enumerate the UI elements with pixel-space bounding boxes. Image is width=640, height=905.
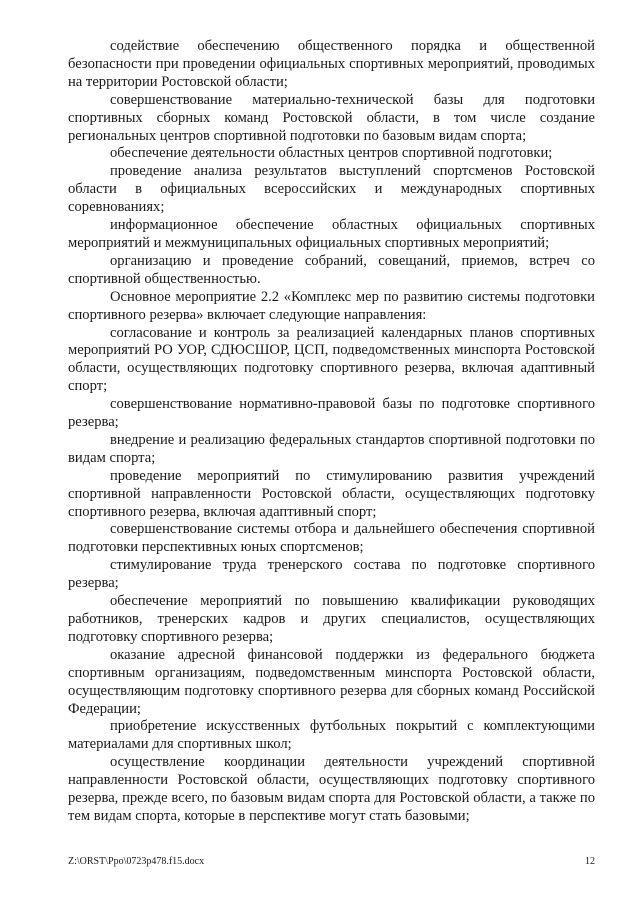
- paragraph: совершенствование системы отбора и дальнейшего обеспечения спортивной подготовки перспективных юных спортсменов;: [68, 521, 595, 556]
- paragraph: приобретение искусственных футбольных покрытий с комплектующими материалами для спортивных школ;: [68, 718, 595, 753]
- paragraph: осуществление координации деятельности учреждений спортивной направленности Ростовской области, осуществляющих подготовку спортивного резерва, прежде всего, по базовым видам спорта для Ростовской области, а также по тем видам спорта, которые в перспективе могут стать базовыми;: [68, 754, 595, 824]
- footer-file-path: Z:\ORST\Ppo\0723p478.f15.docx: [68, 856, 205, 867]
- paragraph: организацию и проведение собраний, совещаний, приемов, встреч со спортивной общественностью.: [68, 252, 595, 287]
- page-number: 12: [585, 856, 595, 867]
- paragraph: оказание адресной финансовой поддержки из федерального бюджета спортивным организациям, подведомственным минспорта Ростовской области, осуществляющим подготовку спортивного резерва для сборных команд Российской Федерации;: [68, 646, 595, 717]
- paragraph: Основное мероприятие 2.2 «Комплекс мер по развитию системы подготовки спортивного резерва» включает следующие направления:: [68, 288, 595, 323]
- paragraph: проведение мероприятий по стимулированию развития учреждений спортивной направленности Ростовской области, осуществляющих подготовку спортивного резерва, включая адаптивный спорт;: [68, 467, 595, 520]
- paragraph: согласование и контроль за реализацией календарных планов спортивных мероприятий РО УОР, СДЮСШОР, ЦСП, подведомственных минспорта Ростовской области, осуществляющих подготовку спортивного резерва, включая адаптивный спорт;: [68, 324, 595, 395]
- paragraph: внедрение и реализацию федеральных стандартов спортивной подготовки по видам спорта;: [68, 431, 595, 466]
- paragraph: совершенствование материально-технической базы для подготовки спортивных сборных команд Ростовской области, в том числе создание региональных центров спортивной подготовки по базовым видам спорта;: [68, 91, 595, 144]
- paragraph: содействие обеспечению общественного порядка и общественной безопасности при проведении официальных спортивных мероприятий, проводимых на территории Ростовской области;: [68, 38, 595, 90]
- paragraph: стимулирование труда тренерского состава по подготовке спортивного резерва;: [68, 557, 595, 592]
- paragraph: совершенствование нормативно-правовой базы по подготовке спортивного резерва;: [68, 396, 595, 431]
- paragraph: обеспечение мероприятий по повышению квалификации руководящих работников, тренерских кадров и других специалистов, осуществляющих подготовку спортивного резерва;: [68, 593, 595, 645]
- paragraph: информационное обеспечение областных официальных спортивных мероприятий и межмуниципальных официальных спортивных мероприятий;: [68, 217, 595, 251]
- paragraph: проведение анализа результатов выступлений спортсменов Ростовской области в официальных всероссийских и международных спортивных соревнованиях;: [68, 163, 595, 216]
- document-body: [68, 38, 595, 826]
- paragraph: обеспечение деятельности областных центров спортивной подготовки;: [110, 145, 553, 162]
